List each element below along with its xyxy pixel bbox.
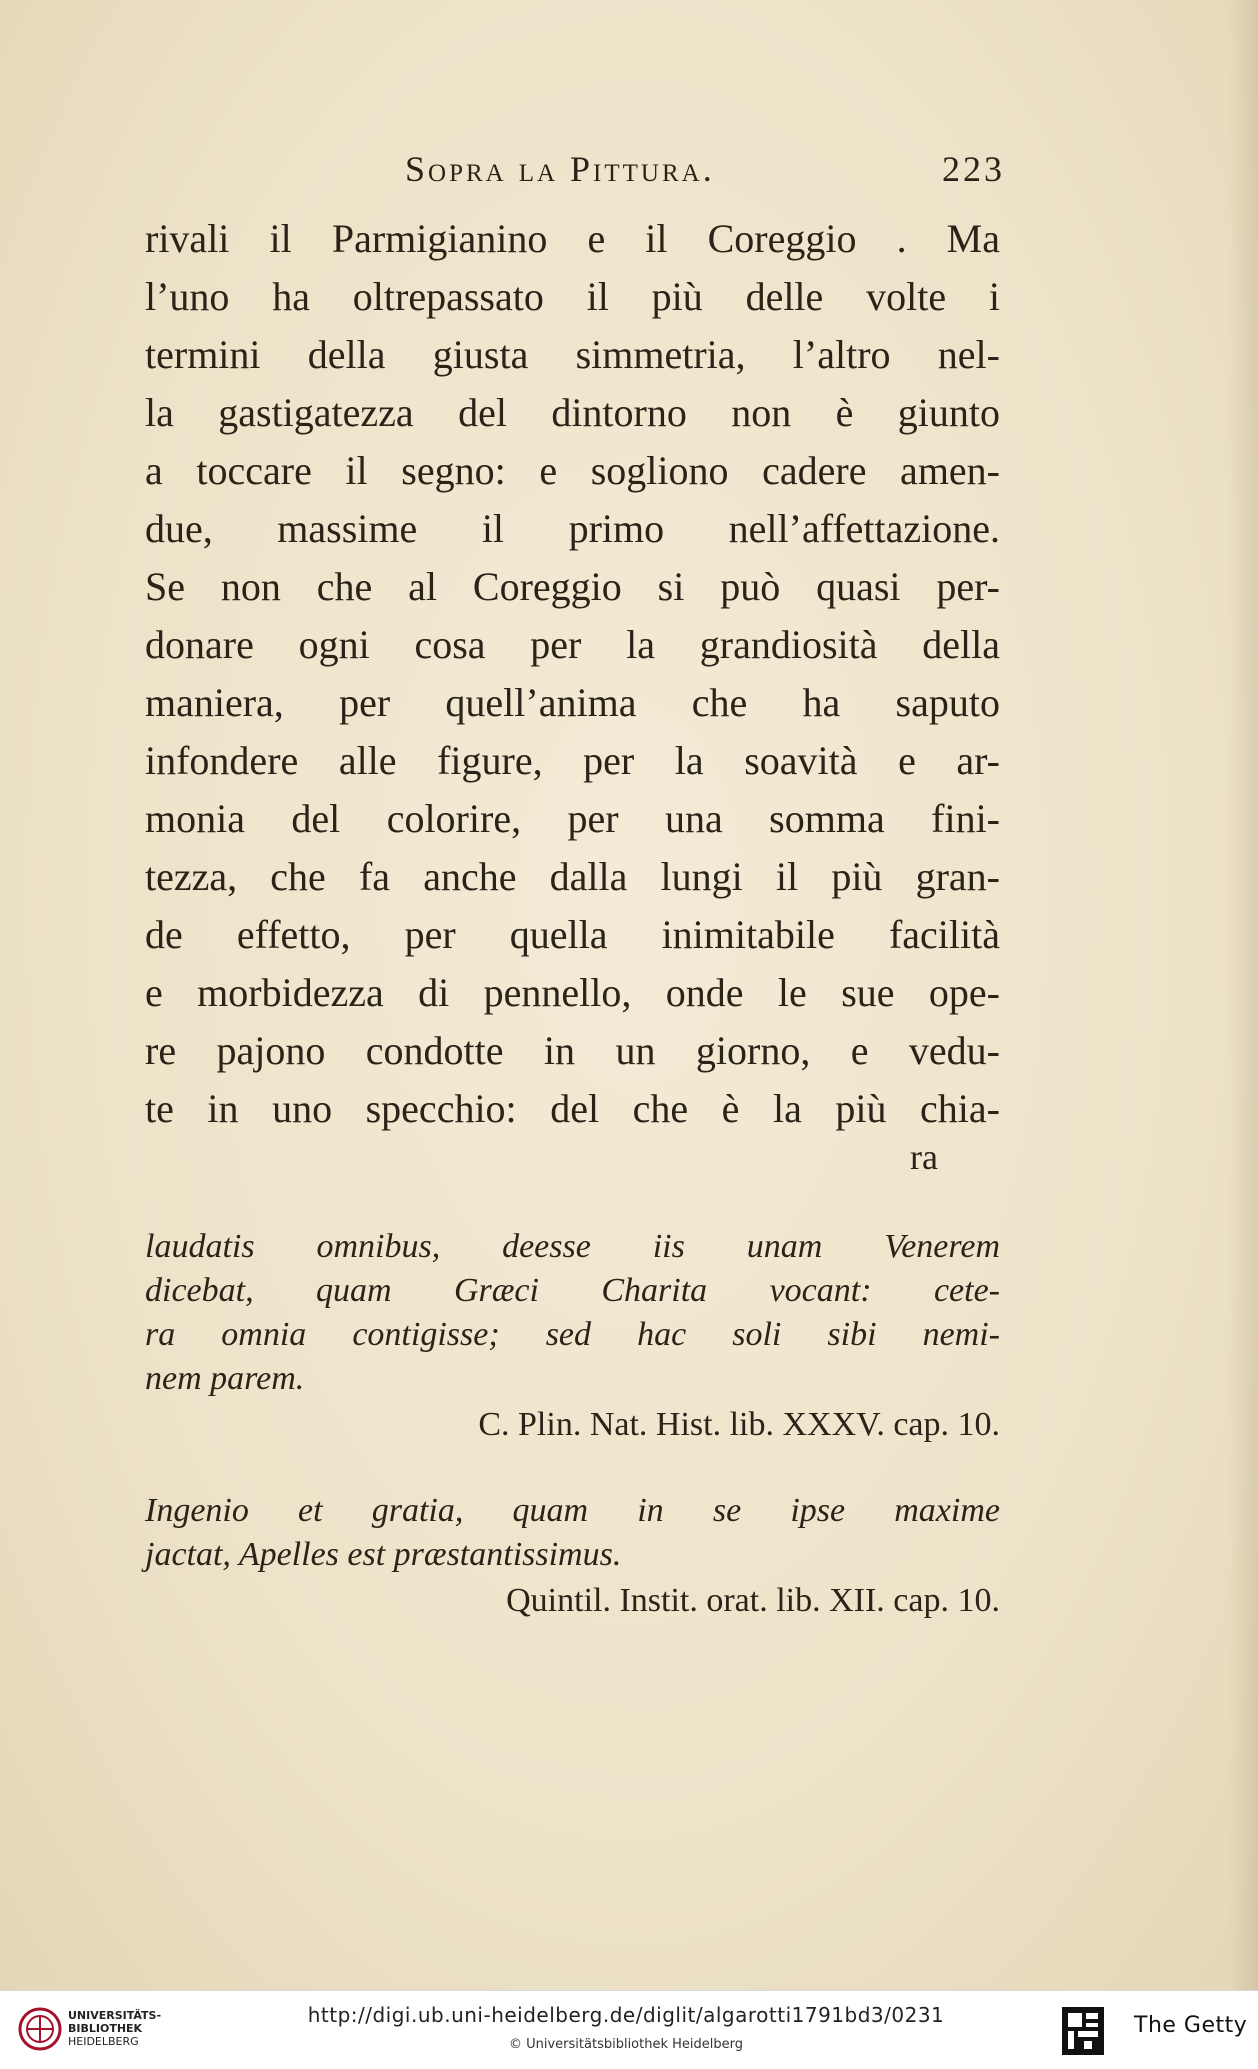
body-line: la gastigatezza del dintorno non è giunto — [145, 390, 1000, 435]
body-line: l’uno ha oltrepassato il più delle volte i — [145, 274, 1000, 319]
footnote-line: Ingenio et gratia, quam in se ipse maxime — [145, 1492, 1000, 1529]
page-number: 223 — [942, 149, 1005, 189]
footnote-citation: Quintil. Instit. orat. lib. XII. cap. 10. — [506, 1582, 1000, 1619]
body-line: Se non che al Coreggio si può quasi per- — [145, 564, 1000, 609]
body-line: te in uno specchio: del che è la più chia- — [145, 1086, 1000, 1131]
catchword: ra — [910, 1137, 938, 1177]
body-line: monia del colorire, per una somma fini- — [145, 796, 1000, 841]
body-line: donare ogni cosa per la grandiosità della — [145, 622, 1000, 667]
partner-name[interactable]: The Getty — [1134, 2013, 1248, 2038]
footnote-line: nem parem. — [145, 1360, 305, 1397]
running-title: Sopra la Pittura. — [405, 149, 715, 189]
footnotes — [145, 1225, 1000, 1625]
copyright-notice: © Universitätsbibliothek Heidelberg — [508, 2037, 743, 2052]
university-seal-icon — [18, 2007, 62, 2051]
body-line: infondere alle figure, per la soavità e ar- — [145, 738, 1000, 783]
viewer-footer — [0, 1990, 1258, 2069]
university-library-logo[interactable] — [18, 2003, 168, 2055]
footnote-line: ra omnia contigisse; sed hac soli sibi nemi- — [145, 1316, 1000, 1353]
permalink-url[interactable]: http://digi.ub.uni-heidelberg.de/diglit/algarotti1791bd3/0231 — [307, 2003, 945, 2027]
body-text — [145, 210, 1000, 1138]
library-name — [68, 2009, 161, 2048]
footnote-line: laudatis omnibus, deesse iis unam Venerem — [145, 1228, 1000, 1265]
footnote-citation: C. Plin. Nat. Hist. lib. XXXV. cap. 10. — [478, 1406, 1000, 1443]
body-line: rivali il Parmigianino e il Coreggio . Ma — [145, 216, 1000, 261]
body-line: a toccare il segno: e sogliono cadere amen- — [145, 448, 1000, 493]
library-name-line: UNIVERSITÄTS- — [68, 2009, 162, 2022]
body-line: e morbidezza di pennello, onde le sue ope- — [145, 970, 1000, 1015]
body-line: de effetto, per quella inimitabile facilità — [145, 912, 1000, 957]
running-head — [405, 148, 1005, 198]
body-line: re pajono condotte in un giorno, e vedu- — [145, 1028, 1000, 1073]
body-line: maniera, per quell’anima che ha saputo — [145, 680, 1000, 725]
page-fold-shadow — [1228, 0, 1258, 1990]
library-name-line: BIBLIOTHEK — [68, 2022, 143, 2035]
footnote-line: jactat, Apelles est præstantissimus. — [145, 1536, 622, 1573]
getty-logo-icon — [1060, 2005, 1106, 2057]
body-line: due, massime il primo nell’affettazione. — [145, 506, 1000, 551]
library-name-line: HEIDELBERG — [68, 2035, 139, 2048]
body-line: termini della giusta simmetria, l’altro nel- — [145, 332, 1000, 377]
body-line: tezza, che fa anche dalla lungi il più gran- — [145, 854, 1000, 899]
footnote-line: dicebat, quam Græci Charita vocant: cete- — [145, 1272, 1000, 1309]
